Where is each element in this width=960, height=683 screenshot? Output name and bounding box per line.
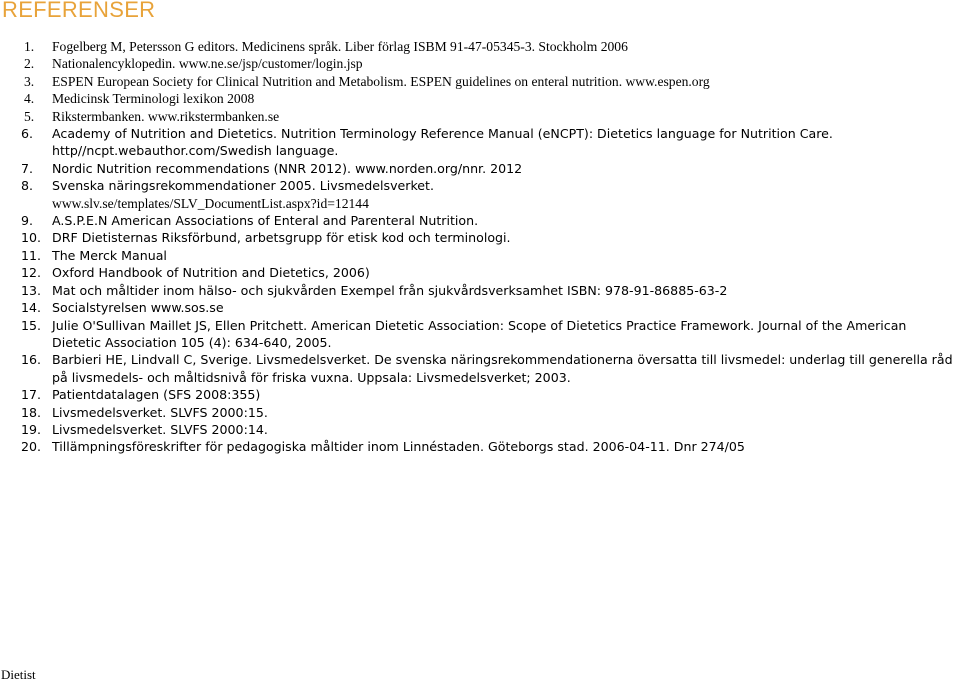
reference-number: 6. bbox=[21, 126, 34, 142]
page-title: REFERENSER bbox=[2, 0, 156, 22]
reference-item bbox=[0, 177, 960, 194]
reference-text: Socialstyrelsen www.sos.se bbox=[52, 300, 224, 316]
reference-item bbox=[0, 299, 960, 316]
reference-text: Mat och måltider inom hälso- och sjukvården Exempel från sjukvårdsverksamhet ISBN: 978-91-86885-63-2 bbox=[52, 282, 728, 298]
reference-item bbox=[0, 55, 960, 72]
reference-text: Fogelberg M, Petersson G editors. Medicinens språk. Liber förlag ISBM 91-47-05345-3. Stockholm 2006 bbox=[52, 39, 628, 54]
reference-text: ESPEN European Society for Clinical Nutrition and Metabolism. ESPEN guidelines on enteral nutrition. www.espen.org bbox=[52, 73, 710, 89]
reference-item bbox=[0, 386, 960, 403]
reference-text: A.S.P.E.N American Associations of Enteral and Parenteral Nutrition. bbox=[52, 213, 479, 229]
reference-text: Academy of Nutrition and Dietetics. Nutrition Terminology Reference Manual (eNCPT): Dietetics language for Nutrition Care. http//ncpt.webauthor.com/Swedish language. bbox=[52, 126, 833, 159]
reference-number: 16. bbox=[21, 352, 42, 368]
reference-number: 20. bbox=[21, 439, 42, 455]
reference-text: Patientdatalagen (SFS 2008:355) bbox=[52, 387, 261, 403]
reference-number: 4. bbox=[24, 91, 35, 107]
page-footer: Dietist bbox=[1, 667, 36, 682]
reference-text: DRF Dietisternas Riksförbund, arbetsgrupp för etisk kod och terminologi. bbox=[52, 230, 511, 246]
reference-number: 12. bbox=[21, 265, 42, 281]
reference-item bbox=[0, 282, 960, 299]
reference-item-continuation bbox=[0, 195, 960, 212]
reference-item bbox=[0, 212, 960, 229]
reference-item bbox=[0, 125, 960, 160]
reference-text: The Merck Manual bbox=[52, 247, 167, 263]
reference-number: 18. bbox=[21, 404, 42, 420]
reference-item bbox=[0, 108, 960, 125]
reference-item bbox=[0, 421, 960, 438]
reference-text: Julie O'Sullivan Maillet JS, Ellen Pritchett. American Dietetic Association: Scope of Dietetics Practice Framework. Journal of the American Dietetic Association 105 (4): 634-640, 2005. bbox=[52, 317, 907, 350]
reference-number: 10. bbox=[21, 230, 42, 246]
reference-text: Rikstermbanken. www.rikstermbanken.se bbox=[52, 108, 280, 124]
reference-text: Barbieri HE, Lindvall C, Sverige. Livsmedelsverket. De svenska näringsrekommendationerna översatta till livsmedel: underlag till generella råd på livsmedels- och måltidsnivå för friska vuxna. Uppsala: Livsmedelsverket; 2003. bbox=[52, 352, 953, 385]
reference-text: Nordic Nutrition recommendations (NNR 2012). www.norden.org/nnr. 2012 bbox=[52, 160, 523, 176]
reference-number: 19. bbox=[21, 421, 42, 437]
reference-text: Tillämpningsföreskrifter för pedagogiska måltider inom Linnéstaden. Göteborgs stad. 2006-04-11. Dnr 274/05 bbox=[52, 439, 745, 455]
reference-number: 2. bbox=[24, 56, 35, 72]
reference-number: 8. bbox=[21, 178, 34, 194]
reference-text: Livsmedelsverket. SLVFS 2000:14. bbox=[52, 421, 268, 437]
reference-item bbox=[0, 438, 960, 455]
reference-number: 14. bbox=[21, 300, 42, 316]
reference-number: 17. bbox=[21, 387, 42, 403]
reference-text: Svenska näringsrekommendationer 2005. Livsmedelsverket. bbox=[52, 178, 434, 194]
reference-item bbox=[0, 404, 960, 421]
reference-item bbox=[0, 38, 960, 55]
reference-number: 1. bbox=[24, 39, 35, 54]
reference-number: 9. bbox=[21, 213, 34, 229]
reference-number: 11. bbox=[21, 247, 42, 263]
reference-item bbox=[0, 90, 960, 107]
reference-item bbox=[0, 264, 960, 281]
reference-text: Nationalencyklopedin. www.ne.se/jsp/customer/login.jsp bbox=[52, 56, 363, 72]
reference-text: www.slv.se/templates/SLV_DocumentList.aspx?id=12144 bbox=[52, 195, 369, 211]
reference-item bbox=[0, 229, 960, 246]
reference-list bbox=[0, 38, 960, 456]
reference-item bbox=[0, 160, 960, 177]
reference-text: Medicinsk Terminologi lexikon 2008 bbox=[52, 91, 255, 107]
reference-number: 5. bbox=[24, 108, 35, 124]
reference-number: 3. bbox=[24, 73, 35, 89]
reference-item bbox=[0, 73, 960, 90]
reference-item bbox=[0, 317, 960, 352]
reference-item bbox=[0, 351, 960, 386]
reference-number: 7. bbox=[21, 160, 34, 176]
reference-number: 15. bbox=[21, 317, 42, 333]
reference-text: Oxford Handbook of Nutrition and Dietetics, 2006) bbox=[52, 265, 370, 281]
reference-item bbox=[0, 247, 960, 264]
reference-text: Livsmedelsverket. SLVFS 2000:15. bbox=[52, 404, 268, 420]
reference-number: 13. bbox=[21, 282, 42, 298]
